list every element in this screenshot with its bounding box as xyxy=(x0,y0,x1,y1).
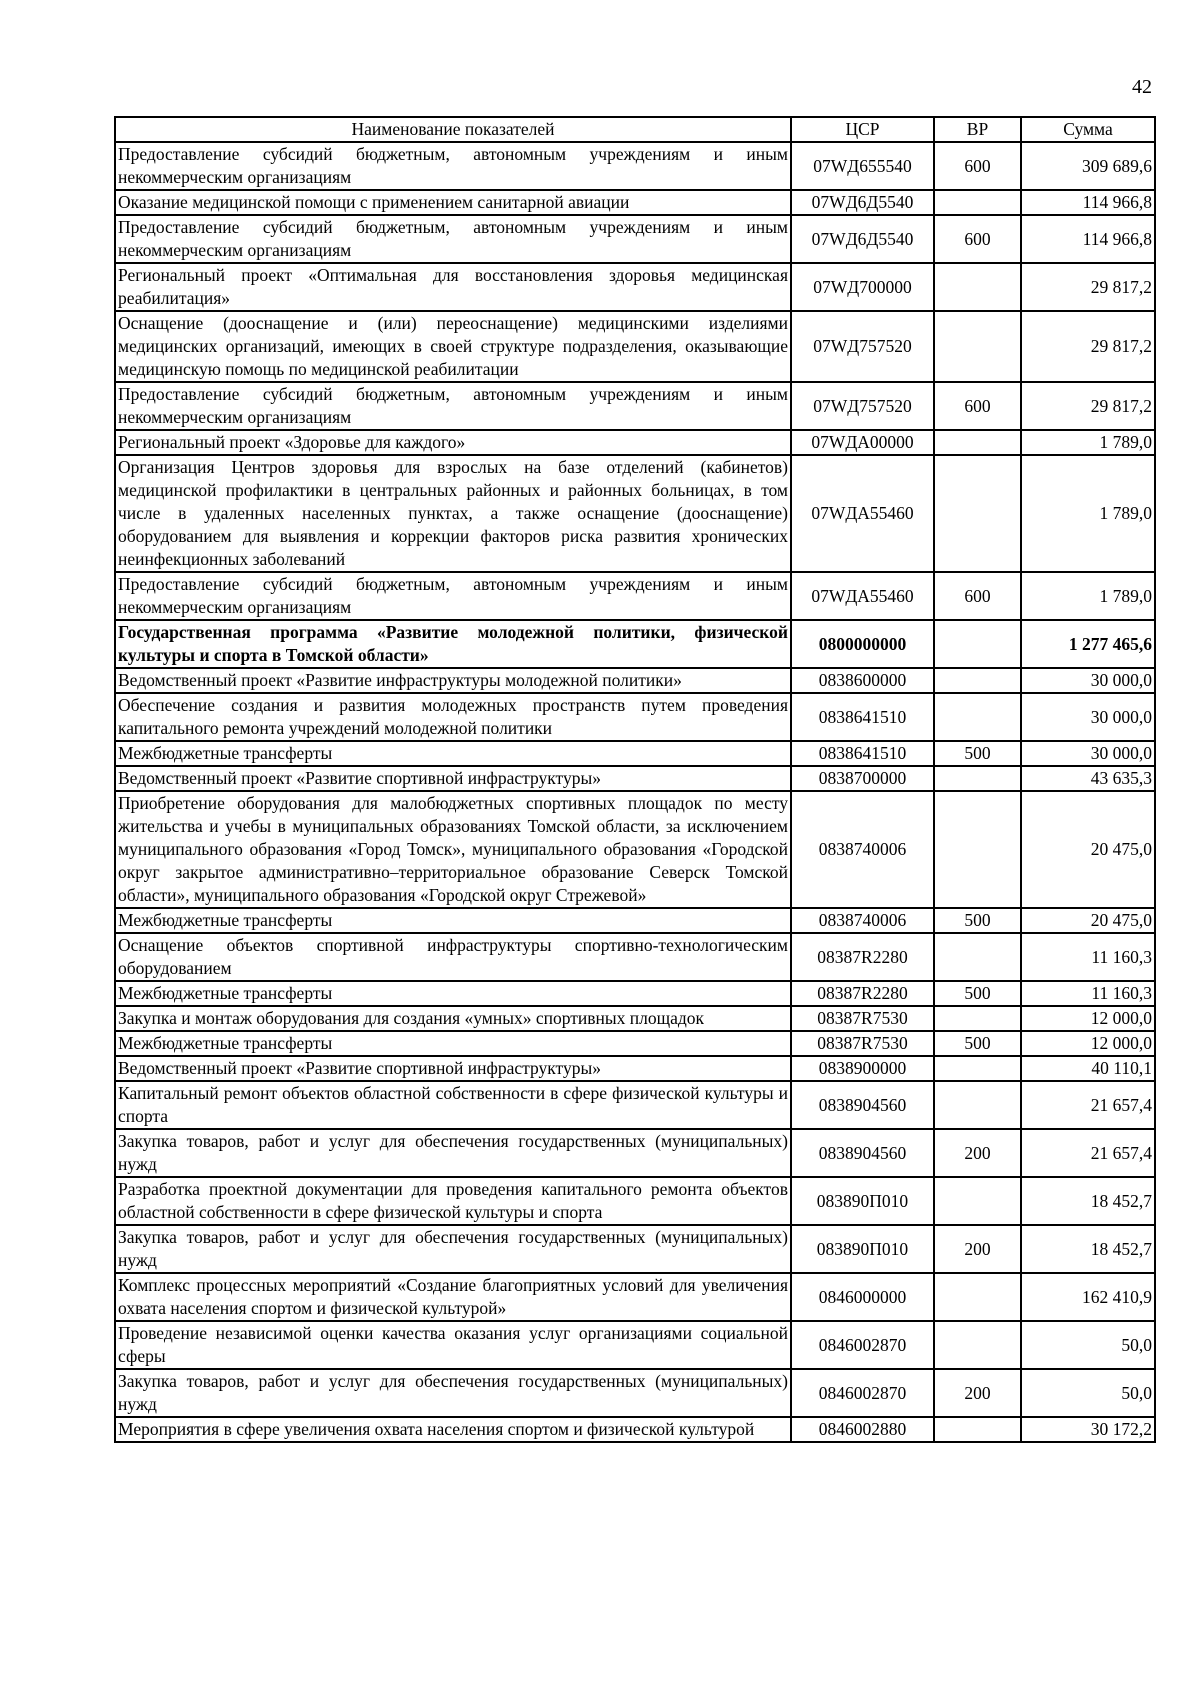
cell-sum: 20 475,0 xyxy=(1021,908,1155,933)
cell-vr: 600 xyxy=(934,382,1021,430)
cell-csr: 07WДА55460 xyxy=(791,455,934,572)
table-row xyxy=(115,1177,1155,1225)
cell-csr: 0846002870 xyxy=(791,1369,934,1417)
cell-sum: 43 635,3 xyxy=(1021,766,1155,791)
cell-vr xyxy=(934,263,1021,311)
cell-name: Предоставление субсидий бюджетным, автономным учреждениям и иным некоммерческим организациям xyxy=(115,215,791,263)
cell-vr xyxy=(934,620,1021,668)
cell-sum: 162 410,9 xyxy=(1021,1273,1155,1321)
budget-table xyxy=(114,116,1156,1443)
cell-name: Региональный проект «Оптимальная для восстановления здоровья медицинская реабилитация» xyxy=(115,263,791,311)
cell-csr: 07WДА00000 xyxy=(791,430,934,455)
cell-sum: 30 000,0 xyxy=(1021,693,1155,741)
cell-sum: 1 277 465,6 xyxy=(1021,620,1155,668)
cell-csr: 07WД757520 xyxy=(791,382,934,430)
table-row xyxy=(115,382,1155,430)
cell-sum: 30 172,2 xyxy=(1021,1417,1155,1442)
cell-sum: 18 452,7 xyxy=(1021,1177,1155,1225)
cell-name: Ведомственный проект «Развитие спортивной инфраструктуры» xyxy=(115,1056,791,1081)
cell-name: Межбюджетные трансферты xyxy=(115,981,791,1006)
cell-vr: 500 xyxy=(934,741,1021,766)
cell-vr xyxy=(934,311,1021,382)
cell-name: Предоставление субсидий бюджетным, автономным учреждениям и иным некоммерческим организациям xyxy=(115,572,791,620)
cell-csr: 0838740006 xyxy=(791,791,934,908)
cell-name: Оказание медицинской помощи с применением санитарной авиации xyxy=(115,190,791,215)
table-row xyxy=(115,668,1155,693)
cell-vr: 500 xyxy=(934,908,1021,933)
cell-vr xyxy=(934,791,1021,908)
cell-sum: 18 452,7 xyxy=(1021,1225,1155,1273)
cell-vr: 600 xyxy=(934,215,1021,263)
table-row xyxy=(115,1369,1155,1417)
cell-vr xyxy=(934,1417,1021,1442)
cell-csr: 0846002880 xyxy=(791,1417,934,1442)
cell-vr xyxy=(934,693,1021,741)
cell-vr xyxy=(934,668,1021,693)
cell-csr: 07WД757520 xyxy=(791,311,934,382)
cell-sum: 114 966,8 xyxy=(1021,215,1155,263)
cell-sum: 20 475,0 xyxy=(1021,791,1155,908)
cell-vr xyxy=(934,430,1021,455)
cell-name: Оснащение объектов спортивной инфраструктуры спортивно-технологическим оборудованием xyxy=(115,933,791,981)
cell-csr: 0846002870 xyxy=(791,1321,934,1369)
cell-vr xyxy=(934,933,1021,981)
cell-csr: 07WД6Д5540 xyxy=(791,215,934,263)
table-row xyxy=(115,430,1155,455)
table-row xyxy=(115,1129,1155,1177)
cell-csr: 0838900000 xyxy=(791,1056,934,1081)
cell-csr: 0838641510 xyxy=(791,741,934,766)
cell-sum: 12 000,0 xyxy=(1021,1031,1155,1056)
cell-name: Предоставление субсидий бюджетным, автономным учреждениям и иным некоммерческим организациям xyxy=(115,382,791,430)
cell-name: Закупка товаров, работ и услуг для обеспечения государственных (муниципальных) нужд xyxy=(115,1225,791,1273)
cell-sum: 40 110,1 xyxy=(1021,1056,1155,1081)
table-row xyxy=(115,1056,1155,1081)
cell-name: Организация Центров здоровья для взрослых на базе отделений (кабинетов) медицинской профилактики в центральных районных и районных больницах, в том числе в удаленных населенных пунктах, а также оснащение (дооснащение) оборудованием для выявления и коррекции факторов риска развития хронических неинфекционных заболеваний xyxy=(115,455,791,572)
cell-csr: 08387R2280 xyxy=(791,933,934,981)
cell-name: Предоставление субсидий бюджетным, автономным учреждениям и иным некоммерческим организациям xyxy=(115,142,791,190)
cell-name: Региональный проект «Здоровье для каждого» xyxy=(115,430,791,455)
header-csr: ЦСР xyxy=(791,117,934,142)
cell-csr: 07WД6Д5540 xyxy=(791,190,934,215)
cell-csr: 0838904560 xyxy=(791,1081,934,1129)
cell-csr: 07WД655540 xyxy=(791,142,934,190)
table-row xyxy=(115,190,1155,215)
cell-sum: 21 657,4 xyxy=(1021,1129,1155,1177)
cell-name: Межбюджетные трансферты xyxy=(115,1031,791,1056)
cell-sum: 50,0 xyxy=(1021,1369,1155,1417)
cell-name: Проведение независимой оценки качества оказания услуг организациями социальной сферы xyxy=(115,1321,791,1369)
table-row xyxy=(115,1081,1155,1129)
table-row xyxy=(115,791,1155,908)
cell-csr: 08387R7530 xyxy=(791,1006,934,1031)
cell-csr: 083890П010 xyxy=(791,1225,934,1273)
table-row xyxy=(115,263,1155,311)
cell-name: Оснащение (дооснащение и (или) переоснащение) медицинскими изделиями медицинских организаций, имеющих в своей структуре подразделения, оказывающие медицинскую помощь по медицинской реабилитации xyxy=(115,311,791,382)
table-row xyxy=(115,572,1155,620)
cell-sum: 50,0 xyxy=(1021,1321,1155,1369)
header-vr: ВР xyxy=(934,117,1021,142)
table-row xyxy=(115,933,1155,981)
table-row xyxy=(115,620,1155,668)
cell-name: Капитальный ремонт объектов областной собственности в сфере физической культуры и спорта xyxy=(115,1081,791,1129)
table-row xyxy=(115,1031,1155,1056)
cell-csr: 0846000000 xyxy=(791,1273,934,1321)
cell-name: Мероприятия в сфере увеличения охвата населения спортом и физической культурой xyxy=(115,1417,791,1442)
cell-vr xyxy=(934,1056,1021,1081)
table-row xyxy=(115,1273,1155,1321)
cell-vr: 200 xyxy=(934,1369,1021,1417)
table-row xyxy=(115,1225,1155,1273)
cell-sum: 114 966,8 xyxy=(1021,190,1155,215)
cell-vr xyxy=(934,1273,1021,1321)
table-row xyxy=(115,1417,1155,1442)
table-row xyxy=(115,142,1155,190)
cell-vr: 200 xyxy=(934,1129,1021,1177)
cell-vr: 600 xyxy=(934,572,1021,620)
cell-sum: 30 000,0 xyxy=(1021,668,1155,693)
cell-name: Закупка товаров, работ и услуг для обеспечения государственных (муниципальных) нужд xyxy=(115,1129,791,1177)
table-row xyxy=(115,908,1155,933)
cell-csr: 0838641510 xyxy=(791,693,934,741)
cell-sum: 30 000,0 xyxy=(1021,741,1155,766)
cell-csr: 08387R2280 xyxy=(791,981,934,1006)
cell-name: Ведомственный проект «Развитие инфраструктуры молодежной политики» xyxy=(115,668,791,693)
cell-vr: 500 xyxy=(934,1031,1021,1056)
table-body xyxy=(115,142,1155,1442)
cell-csr: 07WДА55460 xyxy=(791,572,934,620)
cell-name: Межбюджетные трансферты xyxy=(115,908,791,933)
cell-vr: 500 xyxy=(934,981,1021,1006)
cell-sum: 12 000,0 xyxy=(1021,1006,1155,1031)
cell-sum: 21 657,4 xyxy=(1021,1081,1155,1129)
table-row xyxy=(115,215,1155,263)
cell-vr xyxy=(934,1321,1021,1369)
cell-vr xyxy=(934,766,1021,791)
table-row xyxy=(115,741,1155,766)
cell-vr xyxy=(934,1081,1021,1129)
header-sum: Сумма xyxy=(1021,117,1155,142)
header-name: Наименование показателей xyxy=(115,117,791,142)
cell-csr: 0838904560 xyxy=(791,1129,934,1177)
cell-name: Разработка проектной документации для проведения капитального ремонта объектов областной собственности в сфере физической культуры и спорта xyxy=(115,1177,791,1225)
cell-name: Межбюджетные трансферты xyxy=(115,741,791,766)
cell-name: Закупка товаров, работ и услуг для обеспечения государственных (муниципальных) нужд xyxy=(115,1369,791,1417)
table-header xyxy=(115,117,1155,142)
table-row xyxy=(115,693,1155,741)
cell-name: Комплекс процессных мероприятий «Создание благоприятных условий для увеличения охвата населения спортом и физической культурой» xyxy=(115,1273,791,1321)
cell-name: Ведомственный проект «Развитие спортивной инфраструктуры» xyxy=(115,766,791,791)
table-row xyxy=(115,766,1155,791)
cell-sum: 11 160,3 xyxy=(1021,981,1155,1006)
cell-vr: 200 xyxy=(934,1225,1021,1273)
cell-sum: 1 789,0 xyxy=(1021,430,1155,455)
table-row xyxy=(115,311,1155,382)
cell-sum: 309 689,6 xyxy=(1021,142,1155,190)
cell-sum: 29 817,2 xyxy=(1021,263,1155,311)
table-row xyxy=(115,1006,1155,1031)
cell-csr: 0800000000 xyxy=(791,620,934,668)
cell-csr: 0838600000 xyxy=(791,668,934,693)
cell-vr xyxy=(934,190,1021,215)
cell-name: Обеспечение создания и развития молодежных пространств путем проведения капитального ремонта учреждений молодежной политики xyxy=(115,693,791,741)
cell-sum: 29 817,2 xyxy=(1021,382,1155,430)
cell-name: Закупка и монтаж оборудования для создания «умных» спортивных площадок xyxy=(115,1006,791,1031)
cell-csr: 0838740006 xyxy=(791,908,934,933)
header-row xyxy=(115,117,1155,142)
page-number: 42 xyxy=(1132,76,1152,98)
cell-vr xyxy=(934,455,1021,572)
table-row xyxy=(115,1321,1155,1369)
cell-csr: 0838700000 xyxy=(791,766,934,791)
cell-name: Государственная программа «Развитие молодежной политики, физической культуры и спорта в Томской области» xyxy=(115,620,791,668)
cell-sum: 29 817,2 xyxy=(1021,311,1155,382)
cell-csr: 07WД700000 xyxy=(791,263,934,311)
cell-sum: 11 160,3 xyxy=(1021,933,1155,981)
table-row xyxy=(115,981,1155,1006)
cell-csr: 083890П010 xyxy=(791,1177,934,1225)
cell-vr: 600 xyxy=(934,142,1021,190)
table-row xyxy=(115,455,1155,572)
cell-vr xyxy=(934,1006,1021,1031)
cell-vr xyxy=(934,1177,1021,1225)
cell-csr: 08387R7530 xyxy=(791,1031,934,1056)
cell-sum: 1 789,0 xyxy=(1021,572,1155,620)
cell-name: Приобретение оборудования для малобюджетных спортивных площадок по месту жительства и учебы в муниципальных образованиях Томской области, за исключением муниципального образования «Город Томск», муниципального образования «Городской округ закрытое административно–территориальное образование Северск Томской области», муниципального образования «Городской округ Стрежевой» xyxy=(115,791,791,908)
cell-sum: 1 789,0 xyxy=(1021,455,1155,572)
